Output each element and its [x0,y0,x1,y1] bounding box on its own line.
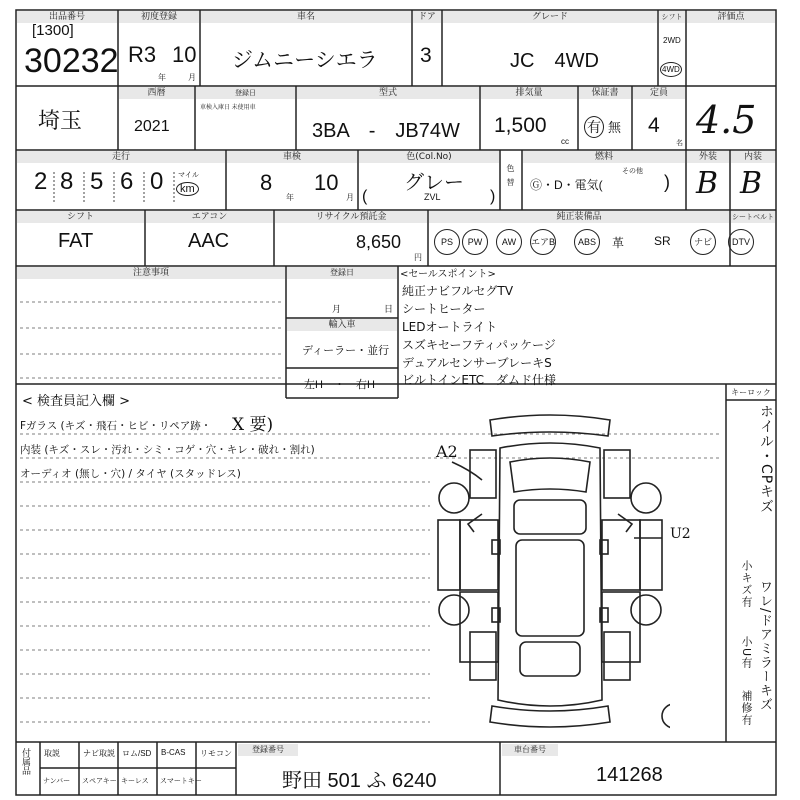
fuel-other: その他 [622,168,643,175]
equipment-item: キーレス [121,778,149,785]
displacement-value: 1,500 [494,114,547,137]
exterior-grade: B [696,166,719,201]
drive-2wd: 2WD [663,36,681,45]
color-change: 色替 [506,164,515,192]
fglass-mark: X 要) [232,415,274,435]
option-8: ナビ [690,229,716,255]
car-name: ジムニーシエラ [232,49,378,72]
aircon-value: AAC [188,230,230,252]
equipment-item: スペアキー [82,778,117,785]
label-exterior: 外装 [687,151,729,163]
mileage-digit: 8 [60,168,74,195]
option-9: DTV [728,229,754,255]
mileage-digit: 5 [90,168,104,195]
label-recycle: リサイクル預託金 [275,211,427,223]
recycle-value: 8,650 [356,232,402,252]
lot-prefix: [1300] [32,22,74,39]
warranty-no: 無 [608,120,622,135]
label-aircon: エアコン [146,211,273,223]
sales-point: デュアルセンサーブレーキS [402,356,552,370]
label-reg-date: 登録日 [287,267,397,279]
label-year: 西暦 [119,87,194,99]
equipment-item: ナンバー [43,778,71,785]
first-reg-year-unit: 年 [158,73,166,82]
label-reg-type: 登録日 [196,87,295,99]
inspection-year-unit: 年 [286,193,294,202]
drive-4wd-circled: 4WD [660,62,682,77]
label-fuel: 燃料 [523,151,685,163]
sales-point: ビルトインETC ダムド仕様 [402,373,556,387]
doors-value: 3 [420,44,432,67]
region-value: 埼玉 [38,108,83,133]
mileage-digit: 2 [34,168,48,195]
note-vertical-mirror: ワレ/ドアミラーキズ [757,580,772,712]
fuel-value: Ⓖ・D・電気( [530,178,603,192]
note-vertical-small2: 小U有 [740,636,753,670]
label-reg-no: 登録番号 [238,744,298,756]
equipment-item: ロム/SD [122,749,152,758]
note-vertical-wheel: ホイル・CPキズ [758,404,774,515]
damage-code-u2: U2 [670,526,691,542]
inspector-line-audio: オーディオ (無し・穴) / タイヤ (スタッドレス) [20,468,241,480]
capacity-unit: 名 [676,140,683,147]
mileage-digit: 0 [150,168,164,195]
label-model: 型式 [297,87,479,99]
chassis-value: 141268 [596,764,663,786]
label-seat-belt: シートベルト [732,213,774,221]
label-mileage: 走行 [17,151,225,163]
reg-month: 月 [332,304,342,314]
capacity-value: 4 [648,114,660,137]
label-rating: 評価点 [687,11,775,23]
option-6: 革 [612,236,625,250]
sales-point: 純正ナビフルセグTV [402,284,514,298]
label-warranty: 保証書 [579,87,631,99]
color-paren-open: ( [362,188,368,205]
handle-value: 左H ・ 右H [304,379,375,391]
label-lot: 出品番号 [17,11,117,23]
label-interior: 内装 [731,151,775,163]
label-chassis-no: 車台番号 [502,744,558,756]
label-options: 純正装備品 [429,211,729,223]
label-grade: グレード [443,11,657,23]
recycle-unit: 円 [414,253,422,262]
equipment-item: リモコン [200,749,232,758]
equipment-item: 取説 [44,749,60,758]
label-car-name: 車名 [201,11,411,23]
inspector-line-fglass: Fガラス (キズ・飛石・ヒビ・リペア跡・ [20,420,212,432]
color-code: ZVL [424,192,441,202]
import-value: ディーラー・並行 [302,345,390,357]
damage-code-a2: A2 [436,442,458,461]
label-doors: ドア [413,11,441,23]
sales-points-label: <セールスポイント> [400,269,496,280]
label-inspection: 車検 [227,151,357,163]
option-5: ABS [574,229,600,255]
note-vertical-small3: 補修有 [740,690,753,726]
label-first-reg: 初度登録 [119,11,199,23]
label-displacement: 排気量 [481,87,577,99]
equipment-item: ナビ取説 [83,749,115,758]
lot-number: 30232 [24,42,119,80]
fuel-paren-close: ) [664,172,670,192]
color-value: グレー [404,172,464,194]
first-reg-month-unit: 月 [188,73,196,82]
interior-grade: B [740,166,763,201]
model-code: 3BA - JB74W [312,120,460,142]
grade-value: JC 4WD [510,50,599,72]
inspection-month: 10 [314,170,339,195]
car-diagram [430,410,670,740]
mileage-digit: 6 [120,168,134,195]
equipment-item: B-CAS [161,748,186,757]
option-7: SR [654,234,671,248]
rating-value: 4.5 [696,98,757,142]
first-reg-era: R3 [128,42,157,67]
bottom-left-label: 付属品 [21,748,31,775]
label-import: 輸入車 [287,319,397,331]
plate-value: 野田 501 ふ 6240 [282,770,437,792]
displacement-unit: cc [561,137,569,146]
warranty-yes-circled: 有 [584,116,604,138]
sales-point: シートヒーター [402,302,486,316]
note-vertical-small1: 小キズ有 [740,560,753,608]
label-capacity: 定員 [633,87,685,99]
label-key-lock: キーロック [728,387,774,399]
inspector-line-interior: 内装 (キズ・スレ・汚れ・シミ・コゲ・穴・キレ・破れ・割れ) [20,444,315,456]
sales-point: LEDオートライト [402,320,498,334]
color-paren-close: ) [490,188,496,205]
equipment-item: スマートキー [160,778,202,785]
shift-value: FAT [58,230,94,252]
mileage-unit-km-circled: km [176,182,199,196]
label-shift: シフト [17,211,144,223]
first-reg-month: 10 [172,42,197,67]
option-2: PW [462,229,488,255]
year-value: 2021 [134,118,170,135]
inspector-heading: < 検査員記入欄 > [22,394,131,409]
option-4: エアB [530,229,556,255]
label-shift-type: シフト [659,11,685,23]
mileage-unit-mile: マイル [178,172,199,179]
reg-day: 日 [384,304,394,314]
option-1: PS [434,229,460,255]
inspection-month-unit: 月 [346,193,354,202]
option-3: AW [496,229,522,255]
sales-point: スズキセーフティパッケージ [402,338,556,352]
label-color: 色(Col.No) [359,151,499,163]
inspection-year: 8 [260,170,273,195]
year-note: 車検入庫日 未使用車 [200,105,256,111]
label-notes: 注意事項 [17,267,285,279]
